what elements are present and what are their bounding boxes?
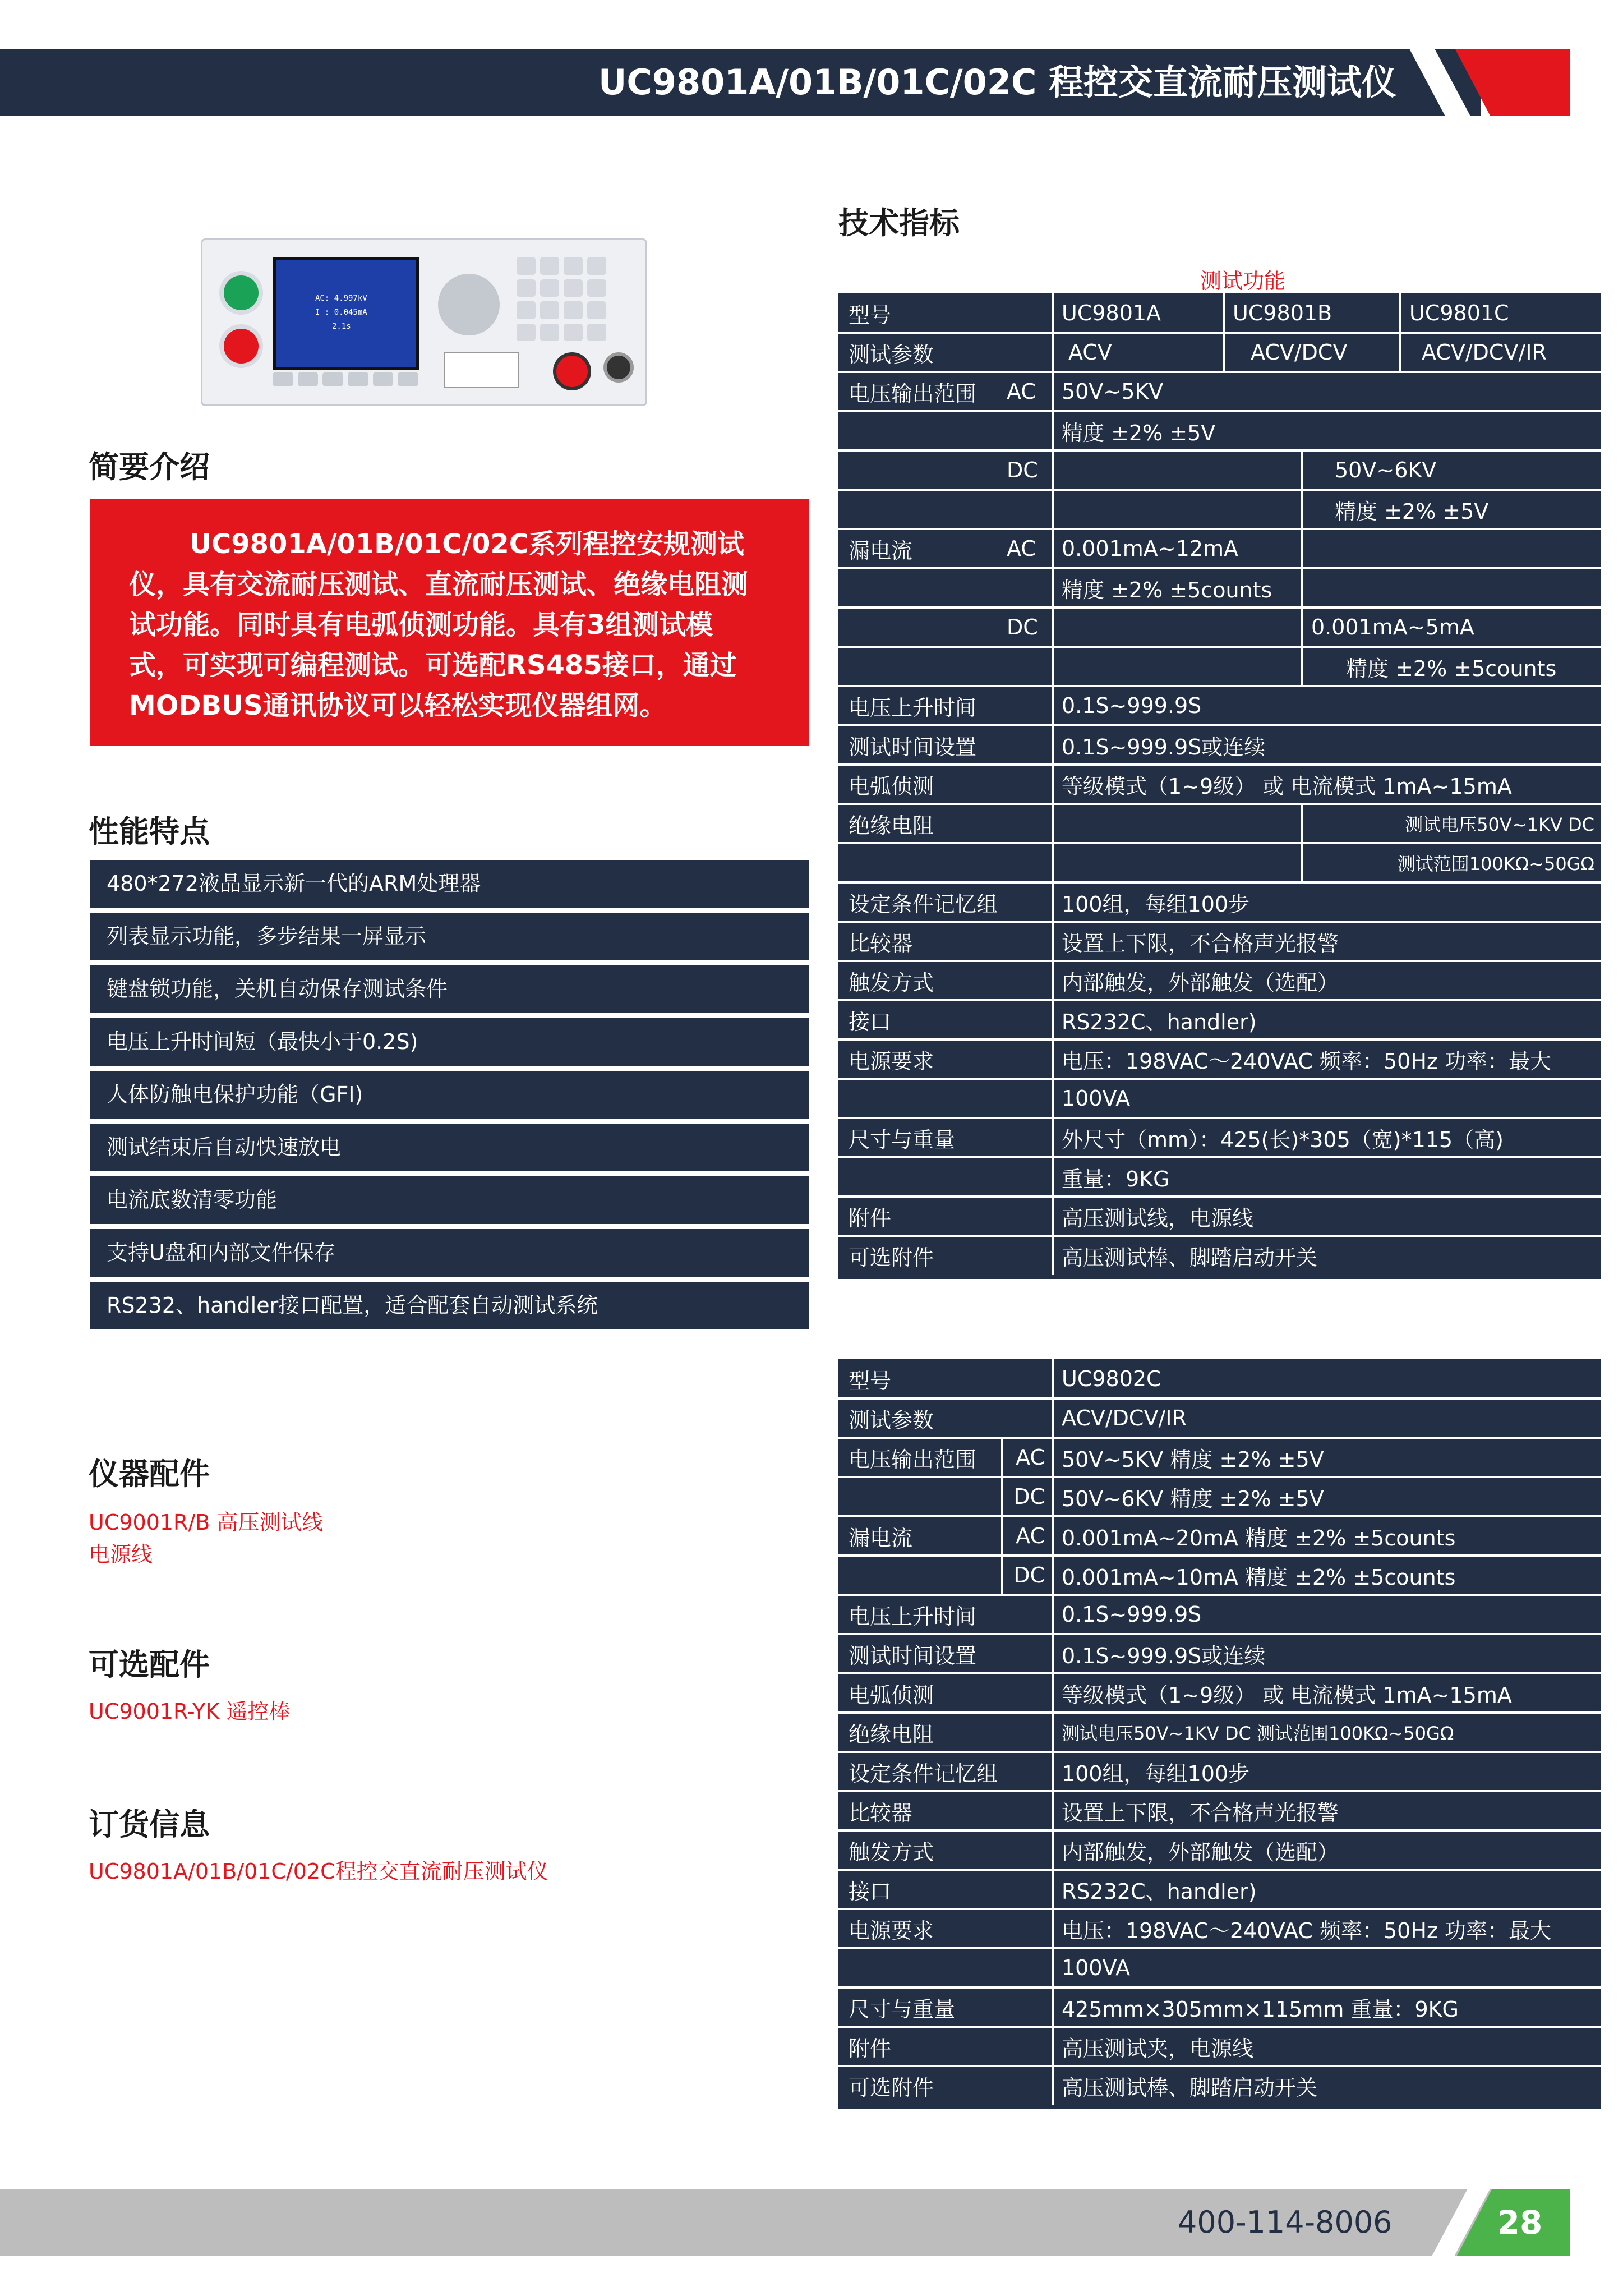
table-row xyxy=(838,1595,1601,1634)
table-row xyxy=(838,843,1601,882)
return-terminal xyxy=(603,352,634,383)
ordering-title: 订货信息 xyxy=(89,1807,210,1842)
cell-divider xyxy=(1052,450,1054,490)
stop-button-graphic xyxy=(219,324,263,368)
table-row xyxy=(838,1713,1601,1752)
table-cell: 0.1S~999.9S xyxy=(1062,693,1202,718)
specs-title: 技术指标 xyxy=(838,205,960,241)
table-cell: 0.001mA~10mA 精度 ±2% ±5counts xyxy=(1062,1565,1456,1590)
optional-title: 可选配件 xyxy=(89,1647,210,1682)
table-cell: 设定条件记忆组 xyxy=(849,891,998,917)
table-cell: UC9801B xyxy=(1233,301,1332,325)
table-row xyxy=(838,1079,1601,1118)
table-row xyxy=(838,1830,1601,1870)
table-cell: 精度 ±2% ±5counts xyxy=(1346,656,1557,681)
table-row xyxy=(838,804,1601,843)
table-cell: 接口 xyxy=(849,1009,892,1034)
table-cell: UC9802C xyxy=(1062,1366,1161,1391)
table-cell: 高压测试线，电源线 xyxy=(1062,1205,1254,1231)
table-cell: ACV xyxy=(1068,340,1112,365)
table-cell: DC xyxy=(1013,1563,1045,1588)
intro-box xyxy=(90,499,809,746)
table-cell: AC xyxy=(1016,1524,1045,1548)
table-row xyxy=(838,1477,1601,1516)
table-cell: 型号 xyxy=(849,1368,892,1393)
table-cell: 0.001mA~5mA xyxy=(1311,615,1474,639)
table-row xyxy=(838,1157,1601,1197)
table-cell: 测试参数 xyxy=(849,342,934,367)
table-cell: 测试时间设置 xyxy=(849,734,977,760)
table-cell: 电源要求 xyxy=(849,1918,934,1943)
table-cell: 尺寸与重量 xyxy=(849,1996,956,2022)
output-terminal xyxy=(553,352,591,390)
table-row xyxy=(838,568,1601,608)
list-item: 键盘锁功能，关机自动保存测试条件 xyxy=(90,965,809,1013)
table-cell: 测试范围100KΩ~50GΩ xyxy=(1397,853,1594,875)
warning-label xyxy=(444,352,519,388)
cell-divider xyxy=(1052,608,1054,647)
table-cell: AC xyxy=(1007,536,1036,561)
table-cell: 100VA xyxy=(1062,1955,1131,1980)
table-row xyxy=(838,372,1601,411)
table-cell: 外尺寸（mm）：425(长)*305（宽)*115（高) xyxy=(1062,1127,1504,1152)
cell-divider xyxy=(1301,529,1303,568)
table-cell: 测试电压50V~1KV DC xyxy=(1405,814,1594,835)
intro-title: 简要介绍 xyxy=(89,449,210,485)
table-cell: AC xyxy=(1016,1445,1045,1470)
table-cell: 0.001mA~20mA 精度 ±2% ±5counts xyxy=(1062,1525,1456,1550)
start-button-graphic xyxy=(219,271,263,315)
table-cell: 等级模式（1~9级） 或 电流模式 1mA~15mA xyxy=(1062,774,1512,799)
list-item: 列表显示功能，多步结果一屏显示 xyxy=(90,913,809,960)
cell-divider xyxy=(1301,568,1303,608)
table-cell: ACV/DCV/IR xyxy=(1422,340,1547,365)
table-row xyxy=(838,608,1601,647)
list-item: 电压上升时间短（最快小于0.2S) xyxy=(90,1018,809,1066)
table-cell: 0.1S~999.9S或连续 xyxy=(1062,1643,1266,1668)
table-cell: 0.1S~999.9S xyxy=(1062,1602,1202,1627)
accessories-title: 仪器配件 xyxy=(89,1456,210,1492)
accessories-line: UC9001R/B 高压测试线 xyxy=(89,1510,324,1535)
table-cell: 100组，每组100步 xyxy=(1062,1761,1250,1786)
table-cell: 接口 xyxy=(849,1879,892,1904)
table-row xyxy=(838,1556,1601,1595)
table-cell: 测试时间设置 xyxy=(849,1643,977,1668)
table-row xyxy=(838,2027,1601,2066)
accessories-line: 电源线 xyxy=(89,1542,153,1567)
table-cell: 425mm×305mm×115mm 重量：9KG xyxy=(1062,1996,1459,2022)
table-row xyxy=(838,1197,1601,1236)
list-item: 480*272液晶显示新一代的ARM处理器 xyxy=(90,860,809,908)
table-cell: 可选附件 xyxy=(849,2075,934,2100)
table-cell: 附件 xyxy=(849,2036,892,2061)
table-cell: 电压：198VAC～240VAC 频率：50Hz 功率：最大 xyxy=(1062,1048,1551,1074)
table-cell: 电压上升时间 xyxy=(849,1604,977,1629)
table-cell: 尺寸与重量 xyxy=(849,1127,956,1152)
soft-keys xyxy=(273,372,418,386)
table-cell: RS232C、handler) xyxy=(1062,1009,1257,1034)
table-cell: 电压：198VAC～240VAC 频率：50Hz 功率：最大 xyxy=(1062,1918,1551,1943)
table-cell: 附件 xyxy=(849,1205,892,1231)
table-row xyxy=(838,1398,1601,1438)
table-cell: UC9801A xyxy=(1062,301,1161,325)
table-row xyxy=(838,1118,1601,1157)
table-cell: 0.001mA~12mA xyxy=(1062,536,1239,561)
table-row xyxy=(838,1516,1601,1556)
page-number: 28 xyxy=(1497,2203,1543,2242)
table-cell: 高压测试棒、脚踏启动开关 xyxy=(1062,2075,1318,2100)
screen-current: I : 0.045mA xyxy=(315,308,367,317)
intro-line: 式，可实现可编程测试。可选配RS485接口，通过 xyxy=(129,650,737,681)
table-cell: 100组，每组100步 xyxy=(1062,891,1250,917)
footer-phone: 400-114-8006 xyxy=(1178,2205,1393,2240)
table-cell: 电压上升时间 xyxy=(849,695,977,720)
table-cell: 50V~5KV 精度 ±2% ±5V xyxy=(1062,1447,1324,1472)
table-cell: 等级模式（1~9级） 或 电流模式 1mA~15mA xyxy=(1062,1682,1512,1708)
table-cell: 漏电流 xyxy=(849,538,913,563)
optional-line: UC9001R-YK 遥控棒 xyxy=(89,1699,291,1724)
table-row xyxy=(838,1870,1601,1909)
table-cell: 高压测试夹，电源线 xyxy=(1062,2036,1254,2061)
table-cell: DC xyxy=(1007,615,1038,639)
list-item: 人体防触电保护功能（GFI) xyxy=(90,1071,809,1119)
device-screen xyxy=(273,257,419,370)
table-cell: AC xyxy=(1007,379,1036,404)
table-row xyxy=(838,1752,1601,1791)
table-row xyxy=(838,333,1601,372)
list-item: 测试结束后自动快速放电 xyxy=(90,1124,809,1171)
table-cell: 精度 ±2% ±5counts xyxy=(1062,577,1272,602)
table-cell: 重量：9KG xyxy=(1062,1166,1170,1191)
page-title: UC9801A/01B/01C/02C 程控交直流耐压测试仪 xyxy=(598,62,1396,103)
features-title: 性能特点 xyxy=(89,814,210,849)
cell-divider xyxy=(1052,843,1054,882)
cell-divider xyxy=(1052,647,1054,686)
intro-line: UC9801A/01B/01C/02C系列程控安规测试 xyxy=(190,528,744,560)
table-cell: 设定条件记忆组 xyxy=(849,1761,998,1786)
table-row xyxy=(838,1673,1601,1713)
table-row xyxy=(838,490,1601,529)
list-item: 电流底数清零功能 xyxy=(90,1176,809,1224)
table-cell: 精度 ±2% ±5V xyxy=(1335,499,1489,524)
table-row xyxy=(838,1039,1601,1079)
table-cell: 绝缘电阻 xyxy=(849,1722,934,1747)
intro-line: MODBUS通讯协议可以轻松实现仪器组网。 xyxy=(129,690,667,721)
table-cell: 内部触发，外部触发（选配） xyxy=(1062,970,1339,995)
screen-time: 2.1s xyxy=(332,322,351,331)
table-cell: DC xyxy=(1007,458,1038,482)
table-cell: 0.1S~999.9S或连续 xyxy=(1062,734,1266,760)
keypad xyxy=(517,257,606,341)
table-row xyxy=(838,647,1601,686)
table-row xyxy=(838,293,1601,333)
table-row xyxy=(838,1000,1601,1039)
table-caption: 测试功能 xyxy=(1200,269,1286,293)
table-row xyxy=(838,882,1601,922)
table-cell: 可选附件 xyxy=(849,1245,934,1270)
table-row xyxy=(838,411,1601,450)
table-cell: 绝缘电阻 xyxy=(849,813,934,838)
table-cell: RS232C、handler) xyxy=(1062,1879,1257,1904)
table-row xyxy=(838,2066,1601,2105)
table-cell: 精度 ±2% ±5V xyxy=(1062,420,1216,445)
table-cell: 测试电压50V~1KV DC 测试范围100KΩ~50GΩ xyxy=(1062,1723,1454,1744)
spec-table-1 xyxy=(838,293,1601,1279)
intro-line: 仪，具有交流耐压测试、直流耐压测试、绝缘电阻测 xyxy=(129,569,749,600)
table-cell: 电弧侦测 xyxy=(849,774,934,799)
table-cell: 型号 xyxy=(849,302,892,328)
table-cell: 触发方式 xyxy=(849,970,934,995)
table-row xyxy=(838,1791,1601,1830)
table-cell: 电源要求 xyxy=(849,1048,934,1074)
table-cell: UC9801C xyxy=(1409,301,1509,325)
table-row xyxy=(838,765,1601,804)
nav-pad xyxy=(438,274,500,335)
table-cell: 内部触发，外部触发（选配） xyxy=(1062,1839,1339,1865)
table-row xyxy=(838,961,1601,1000)
spec-table-2 xyxy=(838,1359,1601,2109)
table-cell: 100VA xyxy=(1062,1086,1131,1111)
list-item: 支持U盘和内部文件保存 xyxy=(90,1229,809,1277)
page-header xyxy=(0,49,1570,116)
screen-voltage: AC: 4.997kV xyxy=(315,294,367,303)
table-cell: ACV/DCV xyxy=(1251,340,1348,365)
intro-line: 试功能。同时具有电弧侦测功能。具有3组测试模 xyxy=(129,609,713,641)
table-cell: 测试参数 xyxy=(849,1407,934,1433)
table-cell: 漏电流 xyxy=(849,1525,913,1550)
table-row xyxy=(838,686,1601,725)
feature-list xyxy=(90,860,809,1335)
table-row xyxy=(838,529,1601,568)
table-cell: 50V~6KV 精度 ±2% ±5V xyxy=(1062,1486,1324,1511)
table-cell: 电压输出范围 xyxy=(849,1447,977,1472)
table-cell: 电弧侦测 xyxy=(849,1682,934,1708)
table-cell: 高压测试棒、脚踏启动开关 xyxy=(1062,1245,1318,1270)
table-row xyxy=(838,1987,1601,2027)
table-cell: 触发方式 xyxy=(849,1839,934,1865)
ordering-line: UC9801A/01B/01C/02C程控交直流耐压测试仪 xyxy=(89,1859,548,1884)
table-row xyxy=(838,725,1601,765)
list-item: RS232、handler接口配置，适合配套自动测试系统 xyxy=(90,1282,809,1329)
table-row xyxy=(838,1948,1601,1987)
table-cell: 比较器 xyxy=(849,1800,913,1825)
table-cell: ACV/DCV/IR xyxy=(1062,1406,1187,1430)
table-cell: 50V~5KV xyxy=(1062,379,1164,404)
table-cell: 设置上下限，不合格声光报警 xyxy=(1062,1800,1339,1825)
cell-divider xyxy=(1052,804,1054,843)
table-cell: 电压输出范围 xyxy=(849,381,977,406)
table-cell: DC xyxy=(1013,1484,1045,1509)
table-row xyxy=(838,1359,1601,1398)
cell-divider xyxy=(1052,490,1054,529)
table-row xyxy=(838,922,1601,961)
table-cell: 设置上下限，不合格声光报警 xyxy=(1062,931,1339,956)
product-image xyxy=(201,238,647,406)
table-row xyxy=(838,450,1601,490)
table-cell: 比较器 xyxy=(849,931,913,956)
table-row xyxy=(838,1634,1601,1673)
table-row xyxy=(838,1236,1601,1275)
table-row xyxy=(838,1909,1601,1948)
table-cell: 50V~6KV xyxy=(1335,458,1437,482)
table-row xyxy=(838,1438,1601,1477)
